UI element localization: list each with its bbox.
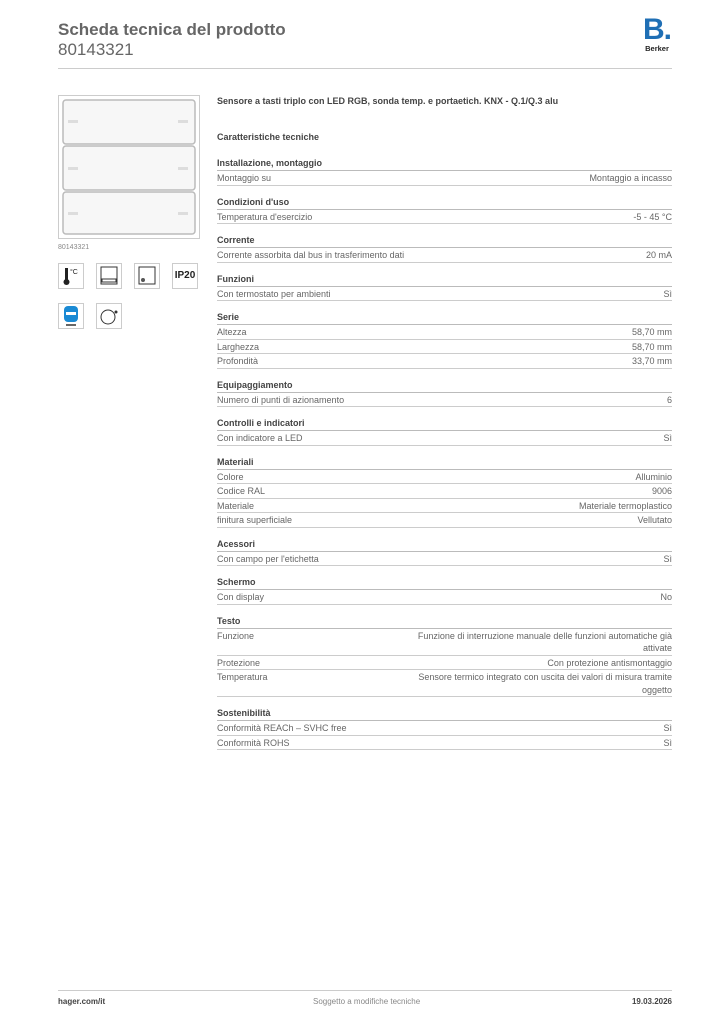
spec-row (217, 484, 672, 499)
section-heading: Funzioni (217, 273, 672, 287)
spec-label: Temperatura (217, 672, 268, 682)
spec-section (217, 379, 672, 408)
footer-divider (58, 990, 672, 991)
spec-label: Conformità REACh – SVHC free (217, 723, 347, 733)
product-image (58, 95, 200, 239)
section-heading: Acessori (217, 538, 672, 552)
spec-row (217, 513, 672, 528)
sensor-icon (134, 263, 160, 289)
berker-logo (640, 13, 674, 53)
spec-label: Con display (217, 592, 265, 602)
ip20-icon: IP20 (172, 263, 198, 289)
spec-section (217, 615, 672, 698)
spec-label: Protezione (217, 657, 261, 668)
spec-label: Larghezza (217, 341, 260, 352)
spec-label: Codice RAL (217, 486, 266, 496)
spec-row (217, 736, 672, 751)
spec-value: Vellutato (637, 515, 672, 525)
spec-value: 58,70 mm (631, 341, 672, 352)
spec-value: 6 (666, 394, 672, 405)
spec-section (217, 234, 672, 263)
spec-value: Alluminio (635, 471, 672, 482)
spec-value: 58,70 mm (631, 327, 672, 337)
section-heading: Equipaggiamento (217, 379, 672, 393)
energy-badge-icon (58, 303, 84, 329)
spec-section (217, 273, 672, 302)
spec-value: Funzione di interruzione manuale delle funzioni automatiche già attivate (417, 630, 672, 653)
image-code: 80143321 (58, 244, 90, 251)
spec-label: Con termostato per ambienti (217, 288, 331, 299)
product-description: Sensore a tasti triplo con LED RGB, sonda temp. e portaetich. KNX - Q.1/Q.3 alu (217, 96, 559, 106)
spec-section (217, 456, 672, 528)
spec-label: Colore (217, 471, 244, 482)
spec-sections (217, 157, 672, 750)
spec-row (217, 470, 672, 485)
section-heading: Controlli e indicatori (217, 417, 672, 431)
spec-row (217, 393, 672, 408)
section-heading: Schermo (217, 576, 672, 590)
spec-row (217, 670, 672, 697)
spec-section (217, 707, 672, 750)
page-title: Scheda tecnica del prodotto (58, 20, 286, 39)
spec-value: 20 mA (645, 250, 672, 260)
spec-row (217, 325, 672, 340)
section-heading: Testo (217, 615, 672, 629)
spec-label: Corrente assorbita dal bus in trasferimento dati (217, 250, 405, 260)
footer-website[interactable]: hager.com/it (58, 997, 106, 1006)
spec-section (217, 576, 672, 605)
specs-title: Caratteristiche tecniche (217, 132, 320, 142)
spec-value: Sì (663, 737, 672, 748)
spec-label: Funzione (217, 630, 255, 641)
spec-value: 33,70 mm (631, 356, 672, 366)
logo-name: Berker (645, 44, 669, 53)
spec-row (217, 629, 672, 656)
product-code: 80143321 (58, 40, 134, 59)
spec-row (217, 552, 672, 567)
spec-row (217, 721, 672, 736)
spec-label: Materiale (217, 500, 255, 511)
spec-label: Con indicatore a LED (217, 433, 303, 443)
spec-value: Sì (663, 433, 672, 443)
spec-value: Sì (663, 723, 672, 733)
svg-text:°C: °C (70, 269, 78, 276)
spec-row (217, 590, 672, 605)
spec-value: Sensore termico integrato con uscita dei valori di misura tramite oggetto (418, 672, 672, 695)
led-strip-icon (96, 263, 122, 289)
section-heading: Serie (217, 311, 672, 325)
spec-row (217, 340, 672, 355)
spec-row (217, 171, 672, 186)
spec-value: Sì (663, 288, 672, 299)
spec-row (217, 499, 672, 514)
spec-value: -5 - 45 °C (633, 211, 672, 222)
section-heading: Installazione, montaggio (217, 157, 672, 171)
logo-mark: B. (643, 13, 671, 46)
spec-label: finitura superficiale (217, 515, 293, 525)
section-heading: Corrente (217, 234, 672, 248)
spec-label: Montaggio su (217, 173, 272, 183)
spec-label: Altezza (217, 327, 247, 337)
section-heading: Condizioni d'uso (217, 196, 672, 210)
spec-panel (217, 95, 672, 760)
spec-row (217, 287, 672, 302)
footer-date: 19.03.2026 (631, 997, 672, 1006)
spec-section (217, 538, 672, 567)
spec-label: Conformità ROHS (217, 737, 290, 748)
spec-section (217, 417, 672, 446)
spec-row (217, 656, 672, 671)
spec-row (217, 431, 672, 446)
spec-label: Numero di punti di azionamento (217, 394, 345, 405)
spec-value: 9006 (651, 486, 672, 496)
spec-value: Con protezione antismontaggio (547, 657, 672, 668)
header-divider (58, 68, 672, 69)
spec-value: Montaggio a incasso (589, 173, 672, 183)
spec-row (217, 354, 672, 369)
thermometer-celsius-icon (58, 263, 84, 289)
round-knob-icon (96, 303, 122, 329)
spec-section (217, 311, 672, 369)
spec-row (217, 248, 672, 263)
footer-note: Soggetto a modifiche tecniche (313, 997, 421, 1006)
spec-section (217, 196, 672, 225)
spec-label: Con campo per l'etichetta (217, 553, 319, 564)
section-heading: Sostenibilità (217, 707, 672, 721)
spec-section (217, 157, 672, 186)
section-heading: Materiali (217, 456, 672, 470)
spec-label: Temperatura d'esercizio (217, 211, 313, 222)
spec-value: Sì (663, 553, 672, 564)
spec-label: Profondità (217, 356, 259, 366)
spec-row (217, 210, 672, 225)
spec-value: Materiale termoplastico (578, 500, 672, 511)
spec-value: No (660, 592, 672, 602)
